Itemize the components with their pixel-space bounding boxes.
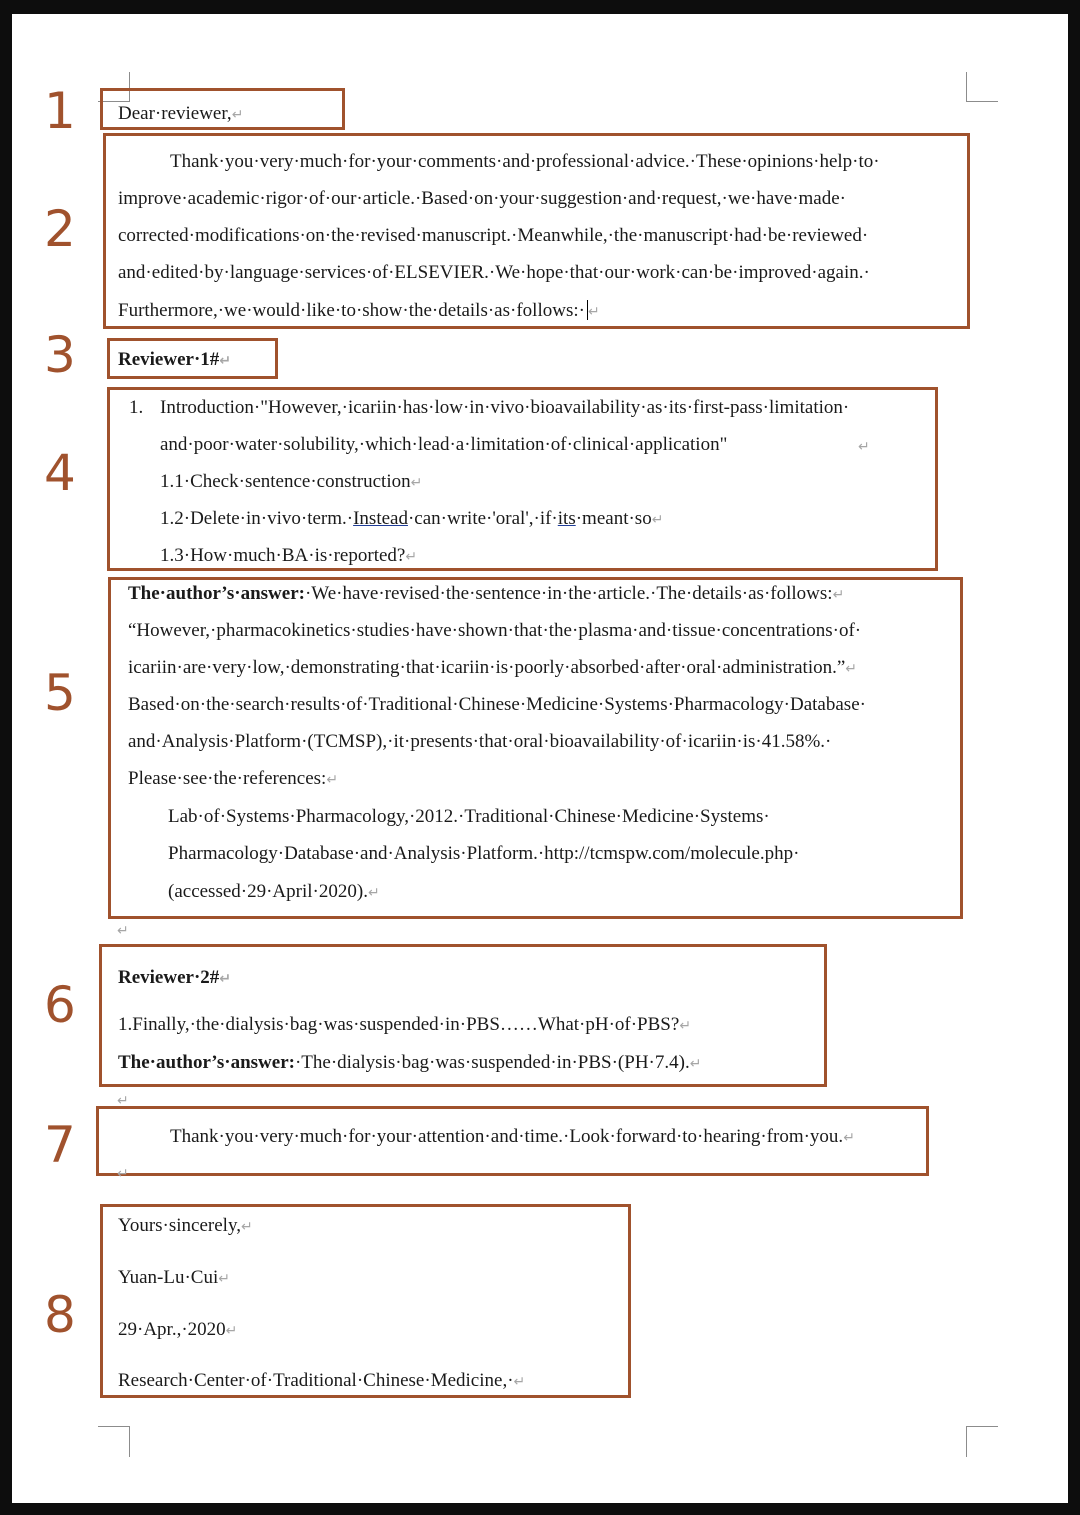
crop-mark-bottom-left xyxy=(98,1426,130,1457)
section-number: 3 xyxy=(44,326,76,384)
comment-subitem: 1.2·Delete·in·vivo·term.·Instead·can·write·'oral',·if·its·meant·so↵ xyxy=(160,508,664,529)
section-number: 5 xyxy=(44,664,76,722)
author-name: Yuan-Lu·Cui↵ xyxy=(118,1267,230,1288)
crop-mark-bottom-right xyxy=(966,1426,998,1457)
crop-mark-top-right xyxy=(966,72,998,102)
author-answer-line: icariin·are·very·low,·demonstrating·that·icariin·is·poorly·absorbed·after·oral·administration.”↵ xyxy=(128,657,858,678)
section-number: 7 xyxy=(44,1116,76,1174)
comment-subitem: 1.1·Check·sentence·construction↵ xyxy=(160,471,423,492)
valediction: Yours·sincerely,↵ xyxy=(118,1215,253,1236)
reference-line: (accessed·29·April·2020).↵ xyxy=(168,881,380,902)
reviewer2-heading: Reviewer·2#↵ xyxy=(118,967,232,988)
intro-line: Furthermore,·we·would·like·to·show·the·details·as·follows:· ↵ xyxy=(118,300,600,321)
affiliation: Research·Center·of·Traditional·Chinese·Medicine,·↵ xyxy=(118,1370,526,1391)
section-number: 1 xyxy=(44,82,76,140)
reference-line: Pharmacology·Database·and·Analysis·Platform.·http://tcmspw.com/molecule.php· xyxy=(168,843,800,864)
reviewer2-answer: The·author’s·answer:·The·dialysis·bag·was·suspended·in·PBS·(PH·7.4).↵ xyxy=(118,1052,702,1073)
return-mark: ↵ xyxy=(117,923,129,939)
author-answer-line: “However,·pharmacokinetics·studies·have·shown·that·the·plasma·and·tissue·concentrations·of· xyxy=(128,620,862,641)
comment-number: 1. xyxy=(129,397,144,418)
reviewer2-comment: 1.Finally,·the·dialysis·bag·was·suspended·in·PBS……What·pH·of·PBS?↵ xyxy=(118,1014,692,1035)
intro-line: Thank·you·very·much·for·your·comments·and·professional·advice.·These·opinions·help·to· xyxy=(170,151,880,172)
letter-date: 29·Apr.,·2020↵ xyxy=(118,1319,238,1340)
reference-line: Lab·of·Systems·Pharmacology,·2012.·Traditional·Chinese·Medicine·Systems· xyxy=(168,806,770,827)
intro-line: and·edited·by·language·services·of·ELSEVIER.·We·hope·that·our·work·can·be·improved·again.· xyxy=(118,262,870,283)
intro-line: improve·academic·rigor·of·our·article.·Based·on·your·suggestion·and·request,·we·have·made· xyxy=(118,188,847,209)
author-answer-line: The·author’s·answer:·We·have·revised·the·sentence·in·the·article.·The·details·as·follows:↵ xyxy=(128,583,845,604)
comment-line: and·poor·water·solubility,·which·lead·a·limitation·of·clinical·application" xyxy=(160,434,728,455)
return-mark: ↵ xyxy=(117,1166,129,1182)
closing-sentence: Thank·you·very·much·for·your·attention·and·time.·Look·forward·to·hearing·from·you.↵ xyxy=(170,1126,855,1147)
comment-subitem: 1.3·How·much·BA·is·reported?↵ xyxy=(160,545,418,566)
section-number: 2 xyxy=(44,200,76,258)
author-answer-line: Based·on·the·search·results·of·Traditional·Chinese·Medicine·Systems·Pharmacology·Database· xyxy=(128,694,866,715)
section-number: 4 xyxy=(44,444,76,502)
reviewer1-heading: Reviewer·1#↵ xyxy=(118,349,232,370)
return-mark: ↵ xyxy=(117,1093,129,1109)
salutation: Dear·reviewer,↵ xyxy=(118,103,244,124)
author-answer-line: and·Analysis·Platform·(TCMSP),·it·presents·that·oral·bioavailability·of·icariin·is·41.58%.· xyxy=(128,731,832,752)
author-answer-line: Please·see·the·references:↵ xyxy=(128,768,339,789)
return-mark: ↵ xyxy=(858,439,870,455)
comment-line: Introduction·"However,·icariin·has·low·in·vivo·bioavailability·as·its·first-pass·limitation· xyxy=(160,397,850,418)
section-number: 8 xyxy=(44,1286,76,1344)
section-number: 6 xyxy=(44,976,76,1034)
intro-line: corrected·modifications·on·the·revised·manuscript.·Meanwhile,·the·manuscript·had·be·reviewed· xyxy=(118,225,869,246)
